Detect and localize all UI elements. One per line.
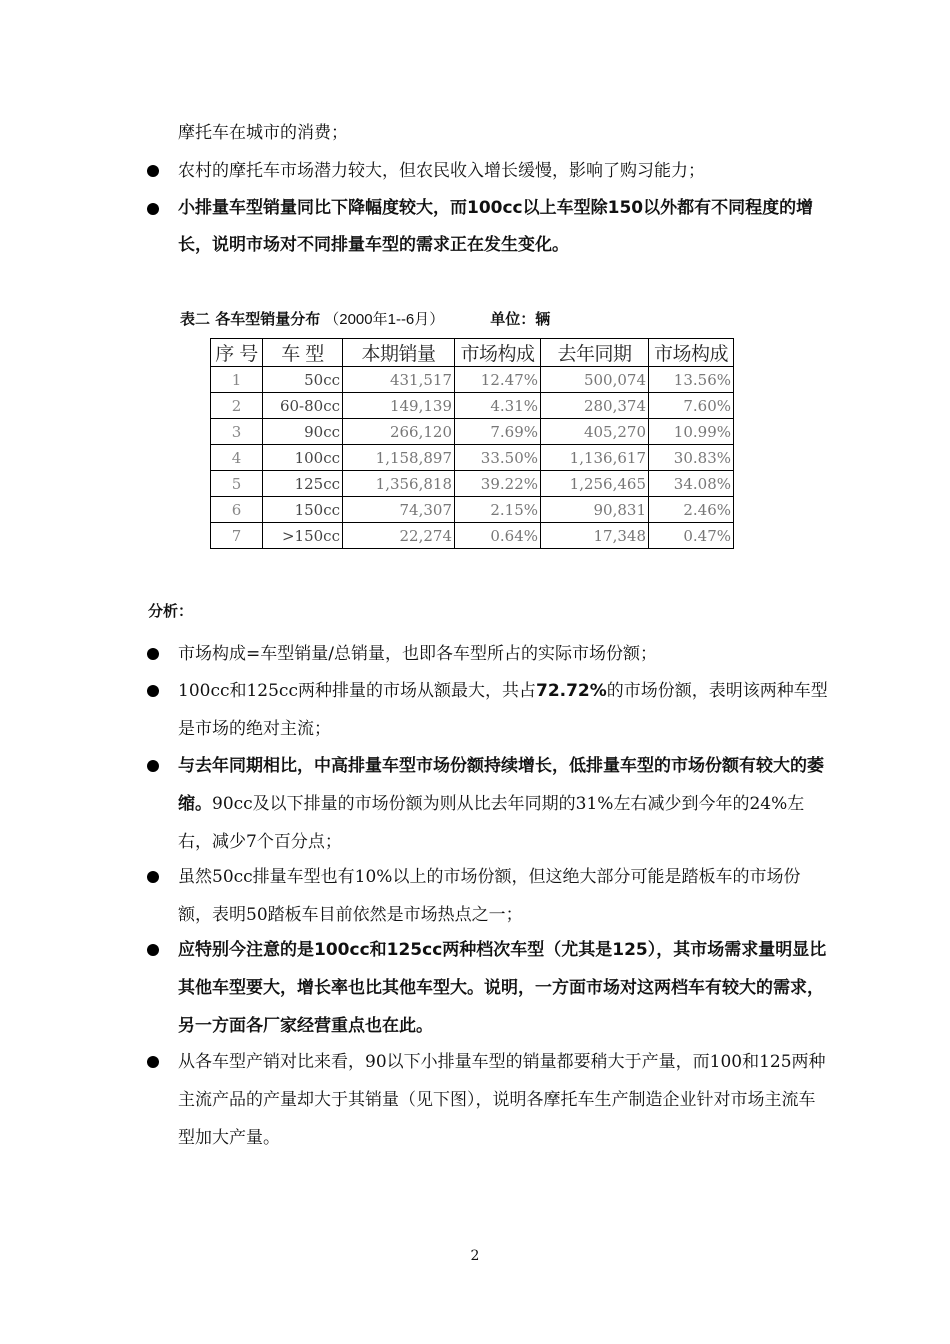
- bullet-production-sales: 从各车型产销对比来看，90以下小排量车型的销量都要稍大于产量，而100和125两种主流产品的产量却大于其销量（见下图），说明各摩托车生产制造企业针对市场主流车型加大产量。: [178, 1052, 826, 1148]
- cell-model: 90cc: [263, 419, 343, 445]
- cell-last-year-sales: 1,256,465: [541, 471, 649, 497]
- cell-index: 7: [211, 523, 263, 549]
- bullet-marker: [147, 165, 159, 177]
- cell-current-sales: 266,120: [343, 419, 455, 445]
- bullet-marker: [147, 685, 159, 697]
- header-current-sales: 本期销量: [343, 339, 455, 367]
- cell-current-share: 33.50%: [455, 445, 541, 471]
- cell-current-share: 12.47%: [455, 367, 541, 393]
- table-row: [211, 419, 734, 445]
- b3-bold-text: 与去年同期相比，中高排量车型市场份额持续增长，低排量车型的市场份额有较大的萎缩。: [178, 756, 824, 814]
- cell-index: 6: [211, 497, 263, 523]
- header-last-year-share: 市场构成: [649, 339, 734, 367]
- sales-distribution-table: [210, 338, 734, 549]
- cell-last-year-sales: 405,270: [541, 419, 649, 445]
- cell-index: 2: [211, 393, 263, 419]
- cell-last-year-sales: 280,374: [541, 393, 649, 419]
- cell-model: 125cc: [263, 471, 343, 497]
- cell-last-year-share: 2.46%: [649, 497, 734, 523]
- cell-current-share: 2.15%: [455, 497, 541, 523]
- cell-index: 3: [211, 419, 263, 445]
- cell-model: 50cc: [263, 367, 343, 393]
- cell-last-year-sales: 17,348: [541, 523, 649, 549]
- cell-model: 150cc: [263, 497, 343, 523]
- cell-current-sales: 1,158,897: [343, 445, 455, 471]
- cell-last-year-sales: 500,074: [541, 367, 649, 393]
- bullet-marker: [147, 203, 159, 215]
- table-caption: [180, 308, 550, 329]
- table-caption-unit: 单位：辆: [490, 310, 551, 328]
- table-row: [211, 523, 734, 549]
- cell-last-year-share: 30.83%: [649, 445, 734, 471]
- cell-current-sales: 431,517: [343, 367, 455, 393]
- bullet-rural-market: 农村的摩托车市场潜力较大，但农民收入增长缓慢，影响了购习能力；: [178, 161, 705, 181]
- cell-last-year-share: 13.56%: [649, 367, 734, 393]
- cell-current-share: 0.64%: [455, 523, 541, 549]
- cell-model: >150cc: [263, 523, 343, 549]
- cell-current-share: 4.31%: [455, 393, 541, 419]
- b3-rest-text: 90cc及以下排量的市场份额为则从比去年同期的31%左右减少到今年的24%左右，减少7个百分点；: [178, 794, 805, 852]
- cell-current-sales: 149,139: [343, 393, 455, 419]
- cell-current-sales: 22,274: [343, 523, 455, 549]
- table-row: [211, 497, 734, 523]
- cell-model: 60-80cc: [263, 393, 343, 419]
- cell-current-sales: 74,307: [343, 497, 455, 523]
- bullet-special-attention: 应特别今注意的是100cc和125cc两种档次车型（尤其是125），其市场需求量明显比其他车型要大，增长率也比其他车型大。说明，一方面市场对这两档车有较大的需求，另一方面各厂家经营重点也在此。: [178, 940, 827, 1036]
- bullet-year-comparison: [178, 747, 828, 861]
- header-last-year-sales: 去年同期: [541, 339, 649, 367]
- cell-current-share: 39.22%: [455, 471, 541, 497]
- cell-last-year-share: 7.60%: [649, 393, 734, 419]
- table-caption-title: 表二 各车型销量分布: [180, 310, 321, 328]
- cell-last-year-share: 0.47%: [649, 523, 734, 549]
- cell-index: 4: [211, 445, 263, 471]
- table-row: [211, 393, 734, 419]
- header-model: 车 型: [263, 339, 343, 367]
- bullet-scooter: 虽然50cc排量车型也有10%以上的市场份额，但这绝大部分可能是踏板车的市场份额，表明50踏板车目前依然是市场热点之一；: [178, 867, 801, 925]
- bullet-small-displacement: 小排量车型销量同比下降幅度较大，而100cc以上车型除150以外都有不同程度的增长，说明市场对不同排量车型的需求正在发生变化。: [178, 198, 814, 255]
- analysis-heading: 分析：: [148, 602, 194, 620]
- bullet-mainstream-models: [178, 672, 828, 748]
- b2-highlight: 72.72%: [535, 681, 607, 701]
- bullet-marker: [147, 648, 159, 660]
- b2-text-pre: 100cc和125cc两种排量的市场从额最大，共占: [178, 681, 536, 701]
- cell-index: 1: [211, 367, 263, 393]
- bullet-marker: [147, 760, 159, 772]
- cell-current-sales: 1,356,818: [343, 471, 455, 497]
- header-index: 序 号: [211, 339, 263, 367]
- continuation-text: 摩托车在城市的消费；: [178, 123, 348, 143]
- table-row: [211, 445, 734, 471]
- table-header-row: [211, 339, 734, 367]
- cell-model: 100cc: [263, 445, 343, 471]
- header-current-share: 市场构成: [455, 339, 541, 367]
- bullet-marker: [147, 871, 159, 883]
- bullet-market-composition: 市场构成=车型销量/总销量，也即各车型所占的实际市场份额；: [178, 644, 657, 664]
- table-row: [211, 471, 734, 497]
- cell-last-year-sales: 1,136,617: [541, 445, 649, 471]
- cell-last-year-share: 10.99%: [649, 419, 734, 445]
- cell-last-year-sales: 90,831: [541, 497, 649, 523]
- bullet-marker: [147, 1056, 159, 1068]
- b2-text-post: 的市场份额，表明该两种车型是市场的绝对主流；: [178, 681, 828, 739]
- cell-index: 5: [211, 471, 263, 497]
- table-row: [211, 367, 734, 393]
- cell-last-year-share: 34.08%: [649, 471, 734, 497]
- table-caption-period: （2000年1--6月）: [324, 311, 445, 328]
- cell-current-share: 7.69%: [455, 419, 541, 445]
- page-number: 2: [470, 1248, 480, 1264]
- bullet-marker: [147, 944, 159, 956]
